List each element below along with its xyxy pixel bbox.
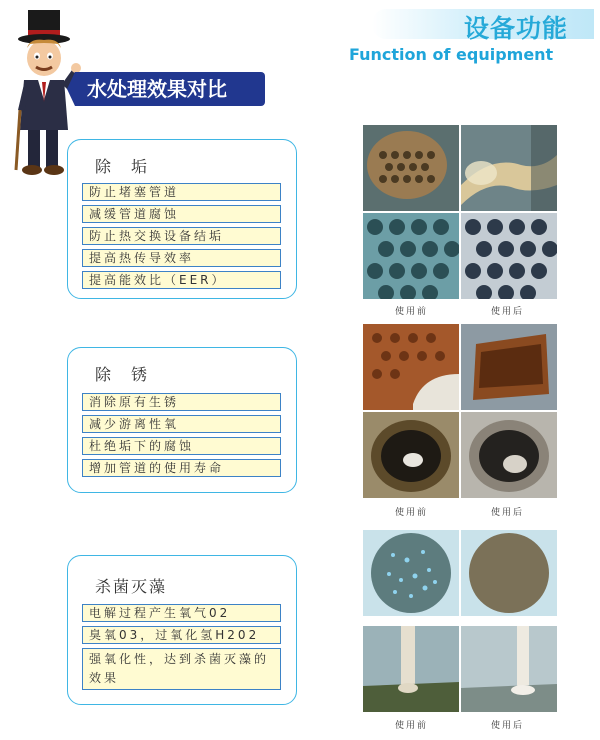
feature-title: 除 锈	[95, 365, 150, 384]
caption-before: 使用前	[395, 721, 429, 731]
feature-box-rust-removal	[67, 347, 297, 493]
photo-tube-sheet-before	[363, 213, 459, 299]
feature-title: 除 垢	[95, 157, 150, 176]
feature-item: 增加管道的使用寿命	[82, 459, 281, 477]
photo-bacteria-culture-before	[363, 530, 459, 616]
feature-item: 减缓管道腐蚀	[82, 205, 281, 223]
header-title-cn: 设备功能	[463, 14, 568, 43]
photo-tube-sheet-after	[461, 213, 557, 299]
photo-scaled-tube-sheet	[363, 125, 459, 211]
feature-item: 防止堵塞管道	[82, 183, 281, 201]
photo-pipe-interior-after	[461, 412, 557, 498]
caption-before: 使用前	[395, 307, 429, 317]
caption-after: 使用后	[491, 721, 525, 731]
feature-item: 电解过程产生氧气02	[82, 604, 281, 622]
photo-rusty-tube-sheet	[363, 324, 459, 410]
photo-rusty-pipe-section	[461, 324, 557, 410]
feature-item: 防止热交换设备结垢	[82, 227, 281, 245]
caption-after: 使用后	[491, 508, 525, 518]
caption-after: 使用后	[491, 307, 525, 317]
photo-algae-outlet-before	[363, 626, 459, 712]
photo-bacteria-culture-after	[461, 530, 557, 616]
photo-pipe-interior-before	[363, 412, 459, 498]
section-title-badge: 水处理效果对比	[75, 72, 265, 106]
feature-title: 杀菌灭藻	[95, 577, 168, 596]
feature-item: 消除原有生锈	[82, 393, 281, 411]
feature-item: 提高热传导效率	[82, 249, 281, 267]
feature-box-descaling	[67, 139, 297, 299]
feature-item: 提高能效比（EER）	[82, 271, 281, 289]
caption-before: 使用前	[395, 508, 429, 518]
feature-item: 臭氧03，过氧化氢H202	[82, 626, 281, 644]
feature-item: 减少游离性氧	[82, 415, 281, 433]
feature-item: 杜绝垢下的腐蚀	[82, 437, 281, 455]
header-title-en: Function of equipment	[349, 45, 554, 64]
feature-box-sterilization	[67, 555, 297, 705]
feature-item: 强氧化性，达到杀菌灭藻的效果	[82, 648, 281, 690]
photo-algae-outlet-after	[461, 626, 557, 712]
photo-scaled-pipe	[461, 125, 557, 211]
